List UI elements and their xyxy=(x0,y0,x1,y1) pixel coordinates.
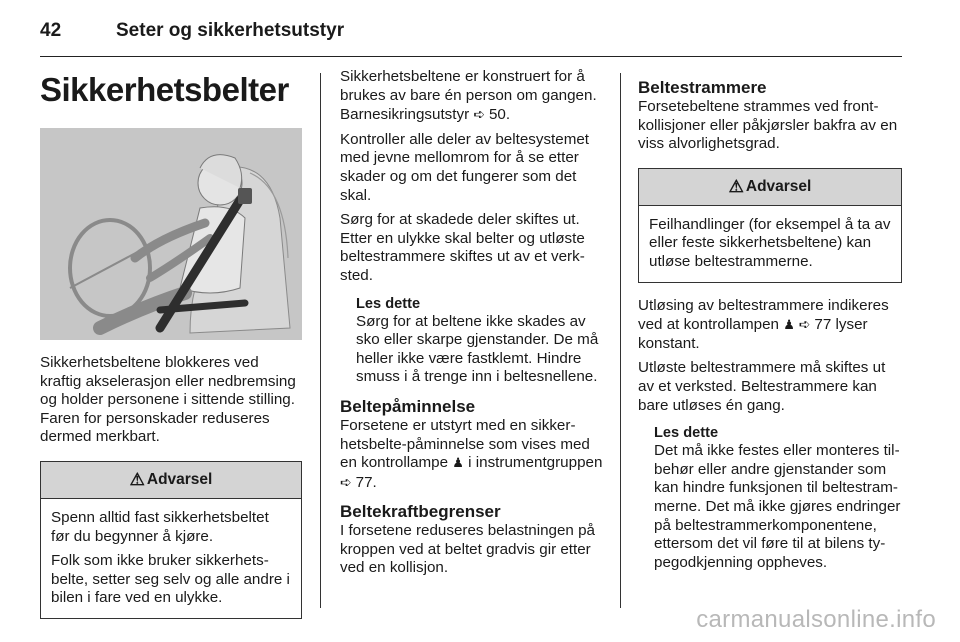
replace-paragraph: Sørg for at skadede deler skiftes ut. Etter en ulykke skal belter og utløste beltestrammere skiftes ut av et verksted. xyxy=(340,211,585,284)
page-ref-77[interactable]: 77 xyxy=(814,316,832,334)
column-3 xyxy=(638,68,902,572)
seatbelt-illustration xyxy=(40,128,302,340)
deployment-paragraph xyxy=(638,297,902,354)
warning-header xyxy=(639,169,901,206)
reminder-paragraph xyxy=(340,417,604,492)
warning-text-2: Folk som ikke bruker sikkerhetsbelte, setter seg selv og alle andre i bilen i fare ved en ulykke. xyxy=(51,552,290,607)
warning-header xyxy=(41,462,301,499)
seatbelt-illustration-drawing xyxy=(40,128,302,340)
warning-box-2 xyxy=(638,168,902,283)
page-ref-50[interactable]: 50. xyxy=(488,106,511,124)
page-ref-arrow-icon: ➪ xyxy=(340,473,356,490)
warning-triangle-icon: ⚠ xyxy=(728,176,744,196)
pretensioner-intro: Forsetebeltene strammes ved frontkollisjoner eller påkjørsler bakfra av en viss alvorlighetsgrad. xyxy=(638,98,898,153)
column-1 xyxy=(40,68,302,619)
seatbelt-warning-lamp-icon: ♟ xyxy=(452,455,464,471)
intro-paragraph: Sikkerhetsbeltene blokkeres ved kraftig akselerasjon eller nedbremsing og holder personene i sittende stilling. Faren for personskader reduseres dermed merkbart. xyxy=(40,354,296,446)
reminder-text-b: i instrumentgruppen xyxy=(463,454,603,472)
chapter-title: Sikkerhetsbelter xyxy=(40,71,289,108)
one-person-text: Sikkerhetsbeltene er konstruert for å brukes av bare én person om gangen. Barnesikringsutstyr xyxy=(340,68,597,124)
airbag-warning-lamp-icon: ♟ xyxy=(783,317,795,333)
page-ref-77[interactable]: 77. xyxy=(355,473,377,491)
header-divider xyxy=(40,56,902,57)
reminder-heading: Beltepåminnelse xyxy=(340,396,476,416)
deployment-text-b: lyser konstant. xyxy=(638,316,868,352)
note-title: Les dette xyxy=(356,295,421,312)
warning-title: Advarsel xyxy=(745,177,812,195)
page-number: 42 xyxy=(40,20,62,41)
note-title: Les dette xyxy=(654,425,719,442)
note-text: Det må ikke festes eller monteres tilbehør eller andre gjenstander som kan hindre funksjonen til beltestrammerne. Det må ikke gjøres endringer på beltestrammerkomponentene, ettersom det vil føre til at bilens typegodkjenning oppheves. xyxy=(654,442,901,571)
limiter-heading: Beltekraftbegrenser xyxy=(340,502,501,522)
deployment-text-a: Utløsing av beltestrammere indikeres ved at kontrollampen xyxy=(638,296,889,334)
warning-body xyxy=(639,206,901,282)
warning-triangle-icon: ⚠ xyxy=(129,469,145,489)
inspect-paragraph: Kontroller alle deler av beltesystemet med jevne mellomrom for å se etter skader og om det fungerer som det skal. xyxy=(340,130,590,204)
column-divider-1 xyxy=(320,73,321,608)
page-ref-arrow-icon: ➪ xyxy=(794,316,815,333)
page-ref-arrow-icon: ➪ xyxy=(473,106,489,123)
page-header xyxy=(40,14,920,48)
note-text: Sørg for at beltene ikke skades av sko eller skarpe gjenstander. De må heller ikke være fastklemt. Hindre smuss i å trenge inn i beltesnellene. xyxy=(356,312,599,386)
column-divider-2 xyxy=(620,73,621,608)
warning-body xyxy=(41,499,301,618)
pretensioner-heading: Beltestrammere xyxy=(638,78,767,97)
replace-pretensioner-paragraph: Utløste beltestrammere må skiftes ut av et verksted. Beltestrammere kan bare utløses én gang. xyxy=(638,359,886,414)
note-box-1 xyxy=(340,295,604,387)
note-box-2 xyxy=(638,424,902,572)
warning-title: Advarsel xyxy=(146,470,213,488)
warning-text-1: Spenn alltid fast sikkerhetsbeltet før du begynner å kjøre. xyxy=(51,508,269,545)
column-2 xyxy=(340,68,604,578)
reminder-text-a: Forsetene er utstyrt med en sikkerhetsbelte-påminnelse som vises med en kontrollampe xyxy=(340,416,590,472)
warning-box-1 xyxy=(40,461,302,619)
warning-text: Feilhandlinger (for eksempel å ta av eller feste sikkerhetsbeltene) kan utløse beltestrammerne. xyxy=(649,215,891,270)
section-title: Seter og sikkerhetsutstyr xyxy=(116,20,345,41)
watermark: carmanualsonline.info xyxy=(696,606,936,633)
one-person-paragraph xyxy=(340,68,604,125)
limiter-paragraph: I forsetene reduseres belastningen på kroppen ved at beltet gradvis gir etter ved en kollisjon. xyxy=(340,522,595,577)
